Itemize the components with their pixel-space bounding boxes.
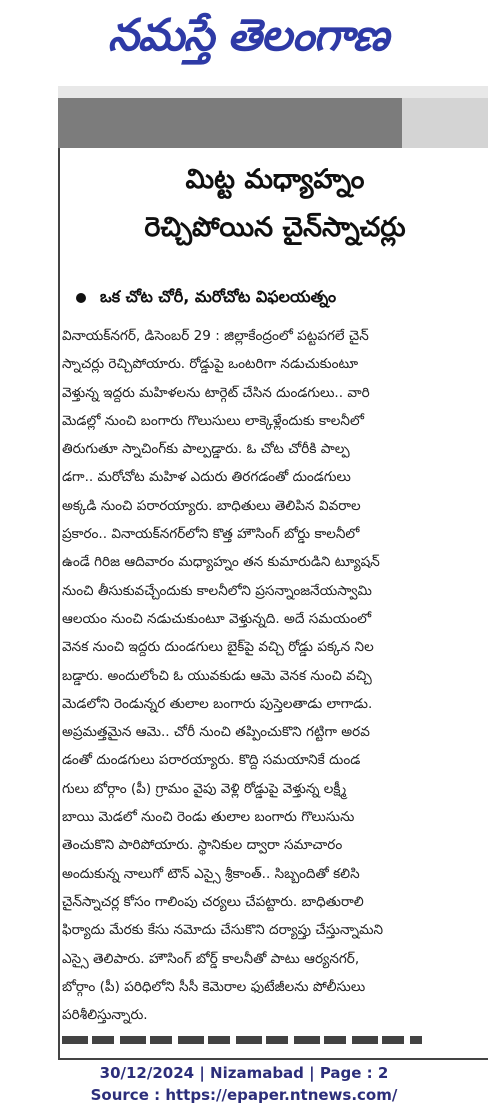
article-subhead	[62, 283, 488, 313]
article-body-line: తిరుగుతూ స్నాచింగ్‌కు పాల్పడ్డారు. ఓ చోట చోరీకి పాల్ప	[62, 441, 350, 458]
article-body-line: డంతో దుండగులు పరారయ్యారు. కొద్ది సమయానికే దుండ	[62, 752, 361, 769]
article-body-line: ఆలయం నుంచి నడుచుకుంటూ వెళ్తున్నది. అదే సమయంలో	[62, 610, 372, 627]
footer-source: Source : https://epaper.ntnews.com/	[90, 1086, 398, 1104]
article-body-line: ఫిర్యాదు మేరకు కేసు నమోదు చేసుకొని దర్యాప్తు చేస్తున్నామని	[62, 922, 384, 939]
article-body-line: వినాయక్‌నగర్, డిసెంబర్ 29 : జిల్లాకేంద్రంలో పట్టపగలే చైన్	[62, 328, 369, 344]
article-body-line: ఉండే గిరిజ ఆదివారం మధ్యాహ్నం తన కుమారుడిని ట్యూషన్	[62, 554, 380, 571]
article-body-line: ఎస్సై తెలిపారు. హౌసింగ్ బోర్డ్ కాలనీతో పాటు ఆర్యనగర్,	[62, 950, 360, 967]
banner-dark-block	[58, 98, 402, 148]
subhead-text: ఒక చోట చోరీ, మరోచోట విఫలయత్నం	[100, 286, 337, 306]
section-banner	[58, 86, 488, 148]
article-body-line: అందుకున్న నాలుగో టౌన్ ఎస్సై శ్రీకాంత్.. సిబ్బందితో కలిసి	[62, 865, 360, 882]
article-body-line: మెడలోని రెండున్నర తులాల బంగారు పుస్తెలతాడు లాగాడు.	[62, 695, 373, 712]
masthead	[0, 0, 488, 84]
article-body-line: స్నాచర్లు రెచ్చిపోయారు. రోడ్డుపై ఒంటరిగా నడుచుకుంటూ	[62, 356, 359, 373]
article-frame-bottom	[58, 1058, 488, 1060]
article-body-line: గులు బోర్గాం (పీ) గ్రామం వైపు వెళ్లి రోడ్డుపై వెళ్తున్న లక్ష్మీ	[62, 780, 347, 797]
article-body	[62, 322, 483, 1029]
article-body-line: అక్కడి నుంచి పరారయ్యారు. బాధితులు తెలిపిన వివరాల	[62, 497, 361, 514]
article-body-line: వెళ్తున్న ఇద్దరు మహిళలను టార్గెట్ చేసిన దుండగులు.. వారి	[62, 384, 370, 401]
bullet-icon	[76, 293, 86, 303]
article-body-line: పరిశీలిస్తున్నారు.	[62, 1007, 148, 1024]
article-body-line: నుంచి తీసుకువచ్చేందుకు కాలనీలోని ప్రసన్నాంజనేయస్వామి	[62, 582, 372, 599]
masthead-logo: నమస్తే తెలంగాణ	[107, 10, 389, 61]
article-frame-left	[58, 148, 60, 1058]
banner-strip	[58, 86, 488, 98]
banner-light-block	[402, 98, 488, 148]
next-article-cut-off-headline	[62, 1030, 422, 1044]
article-body-line: ప్రకారం.. వినాయక్‌నగర్‌లోని కొత్త హౌసింగ్ బోర్డు కాలనీలో	[62, 526, 360, 543]
article-headline	[62, 156, 488, 252]
article-body-line: బాయి మెడలో నుంచి రెండు తులాల బంగారు గొలుసును	[62, 809, 355, 826]
article-body-line: బడ్డారు. అందులోంచి ఓ యువకుడు ఆమె వెనక నుంచి వచ్చి	[62, 667, 372, 684]
footer-date-edition: 30/12/2024 | Nizamabad | Page : 2	[99, 1064, 389, 1082]
page-footer	[0, 1062, 488, 1106]
cut-off-text-strip	[62, 1036, 422, 1044]
article-body-line: వెనక నుంచి ఇద్దరు దుండగులు బైక్‌పై వచ్చి రోడ్డు పక్కన నిల	[62, 639, 374, 656]
article-body-line: అప్రమత్తమైన ఆమె.. చోరీ నుంచి తప్పించుకొని గట్టిగా అరవ	[62, 724, 370, 741]
article-body-line: డగా.. మరోచోట మహిళ ఎదురు తిరగడంతో దుండగులు	[62, 469, 351, 486]
article-body-line: తెంచుకొని పారిపోయారు. స్థానికుల ద్వారా సమాచారం	[62, 837, 343, 854]
headline-line-1: మిట్ట మధ్యాహ్నం	[185, 164, 365, 195]
article-body-line: మెడల్లో నుంచి బంగారు గొలుసులు లాక్కెళ్లేందుకు కాలనీలో	[62, 412, 364, 429]
article-body-line: చైన్‌స్నాచర్ల కోసం గాలింపు చర్యలు చేపట్టారు. బాధితురాలి	[62, 893, 364, 910]
article-body-line: బోర్గాం (పీ) పరిధిలోని సీసీ కెమెరాల ఫుటేజీలను పోలీసులు	[62, 978, 366, 995]
headline-line-2: రెచ్చిపోయిన చైన్‌స్నాచర్లు	[144, 212, 406, 243]
